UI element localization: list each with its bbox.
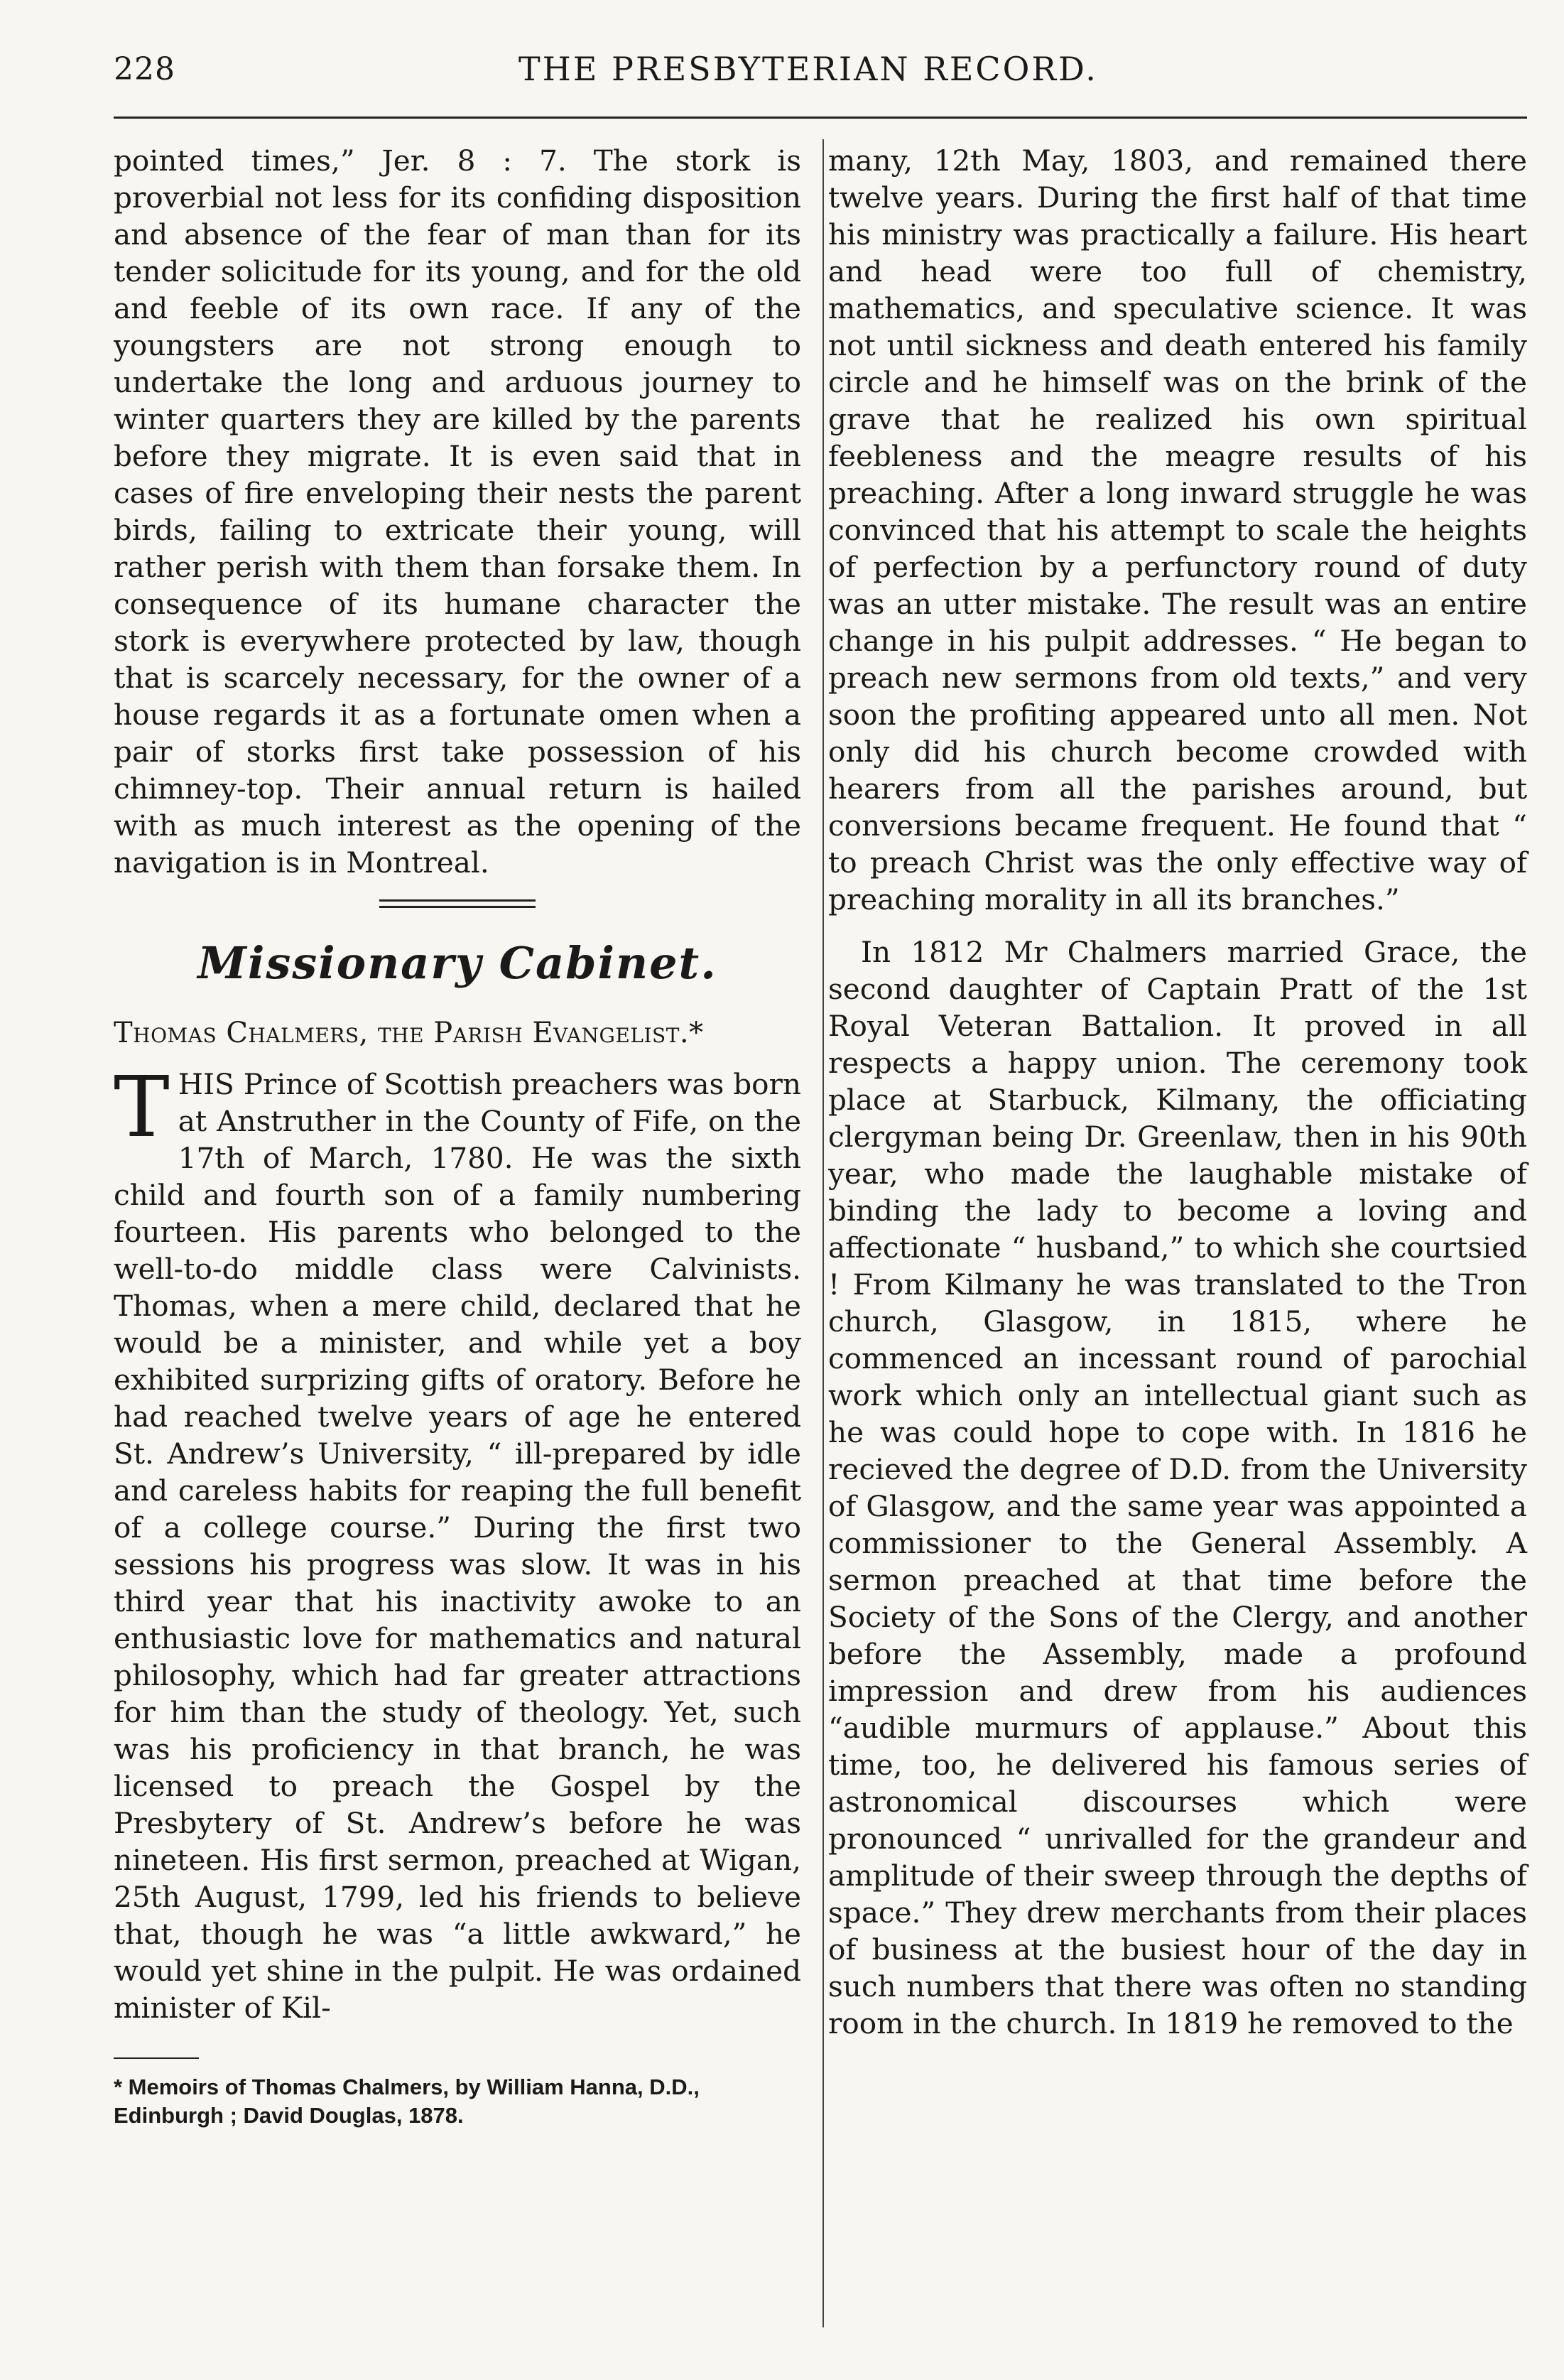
- page-number: 228: [114, 51, 175, 87]
- article-title: Thomas Chalmers, the Parish Evangelist.*: [114, 1017, 704, 1049]
- column-divider: [822, 139, 824, 2327]
- left-column: [114, 142, 801, 2130]
- left-paragraph-2: [114, 1058, 801, 2026]
- left-paragraph-1: pointed times,” Jer. 8 : 7. The stork is proverbial not less for its confiding disposition and absence of the fear of man than for its tender solicitude for its young, and for the old and feeble of its own race. If any of the youngsters are not strong enough to undertake the long and arduous journey to winter quarters they are killed by the parents before they migrate. It is even said that in cases of fire enveloping their nests the parent birds, failing to extricate their young, will rather perish with them than forsake them. In consequence of its humane character the stork is everywhere protected by law, though that is scarcely necessary, for the owner of a house regards it as a fortunate omen when a pair of storks first take possession of his chimney-top. Their annual return is hailed with as much interest as the opening of the navigation is in Montreal.: [114, 144, 801, 880]
- article-body-start: HIS Prince of Scottish preachers was born at Anstruther in the County of Fife, on the 17th of March, 1780. He was the sixth child and fourth son of a family numbering fourteen. His parents who belonged to the well-to-do middle class were Calvinists. Thomas, when a mere child, declared that he would be a minister, and while yet a boy exhibited surprizing gifts of oratory. Before he had reached twelve years of age he entered St. Andrew’s University, “ ill-prepared by idle and careless habits for reaping the full benefit of a college course.” During the first two sessions his progress was slow. It was in his third year that his inactivity awoke to an enthusiastic love for mathematics and natural philosophy, which had far greater attractions for him than the study of theology. Yet, such was his proficiency in that branch, he was licensed to preach the Gospel by the Presbytery of St. Andrew’s before he was nineteen. His first sermon, preached at Wigan, 25th August, 1799, led his friends to believe that, though he was “a little awkward,” he would yet shine in the pulpit. He was ordained minister of Kil-: [114, 1067, 801, 2025]
- section-heading: Missionary Cabinet.: [197, 937, 717, 989]
- right-paragraph-1: many, 12th May, 1803, and remained there twelve years. During the first half of that time his ministry was practically a failure. His heart and head were too full of chemistry, mathematics, and speculative science. It was not until sickness and death entered his family circle and he himself was on the brink of the grave that he realized his own spiritual feebleness and the meagre results of his preaching. After a long inward struggle he was convinced that his attempt to scale the heights of perfection by a perfunctory round of duty was an utter mistake. The result was an entire change in his pulpit addresses. “ He began to preach new sermons from old texts,” and very soon the profiting appeared unto all men. Not only did his church become crowded with hearers from all the parishes around, but conversions became frequent. He found that “ to preach Christ was the only effective way of preaching morality in all its branches.”: [828, 144, 1527, 916]
- section-separator: [379, 899, 536, 908]
- footnote-rule: [114, 2057, 199, 2059]
- running-title: THE PRESBYTERIAN RECORD.: [518, 50, 1098, 88]
- right-paragraph-2: In 1812 Mr Chalmers married Grace, the second daughter of Captain Pratt of the 1st Royal Veteran Battalion. It proved in all respects a happy union. The ceremony took place at Starbuck, Kilmany, the officiating clergyman being Dr. Greenlaw, then in his 90th year, who made the laughable mistake of binding the lady to become a loving and affectionate “ husband,” to which she courtsied ! From Kilmany he was translated to the Tron church, Glasgow, in 1815, where he commenced an incessant round of parochial work which only an intellectual giant such as he was could hope to cope with. In 1816 he recieved the degree of D.D. from the University of Glasgow, and the same year was appointed a commissioner to the General Assembly. A sermon preached at that time before the Society of the Sons of the Clergy, and another before the Assembly, made a profound impression and drew from his audiences “audible murmurs of applause.” About this time, too, he delivered his famous series of astronomical discourses which were pronounced “ unrivalled for the grandeur and amplitude of their sweep through the depths of space.” They drew merchants from their places of business at the busiest hour of the day in such numbers that there was often no standing room in the church. In 1819 he removed to the: [828, 935, 1527, 2040]
- drop-cap: T: [114, 1058, 170, 1156]
- header-rule: [114, 117, 1527, 119]
- right-column: [828, 142, 1527, 2042]
- paragraph-gap: [828, 918, 1527, 934]
- page-header: [114, 44, 1527, 101]
- footnote: * Memoirs of Thomas Chalmers, by William Hanna, D.D., Edinburgh ; David Douglas, 1878.: [114, 2075, 700, 2128]
